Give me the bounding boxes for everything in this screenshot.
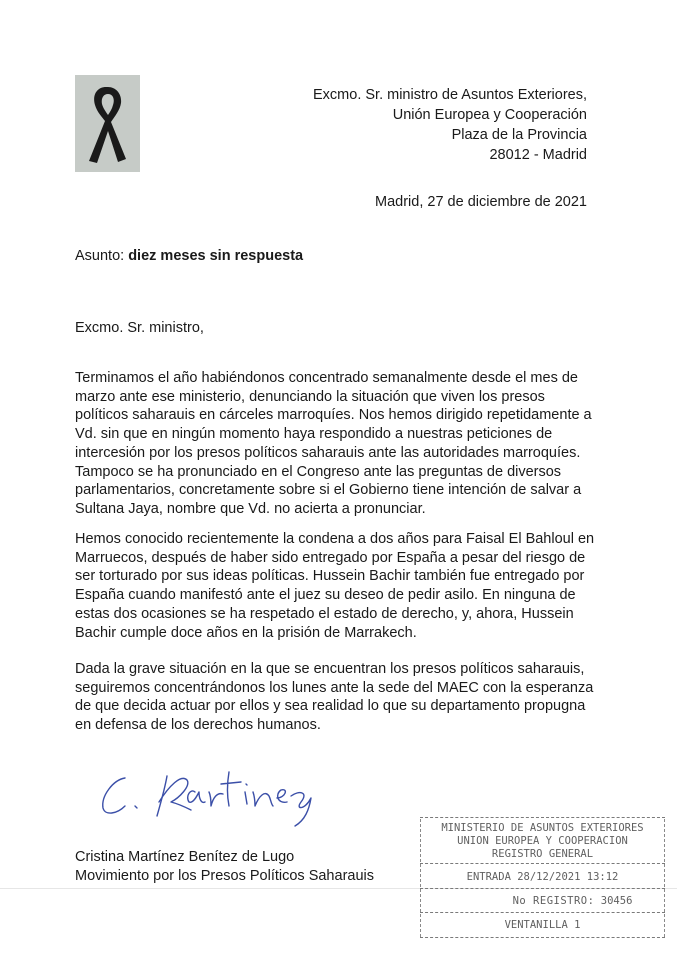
stamp-border bbox=[420, 937, 665, 938]
text-line: Dada la grave situación en la que se encuentran los presos políticos saharauis, bbox=[75, 661, 585, 677]
address-line: Excmo. Sr. ministro de Asuntos Exteriores, bbox=[313, 87, 587, 103]
text-line: seguiremos concentrándonos los lunes ante la sede del MAEC con la esperanza bbox=[75, 679, 594, 696]
stamp-registry bbox=[450, 895, 677, 907]
letter-date: Madrid, 27 de diciembre de 2021 bbox=[375, 194, 587, 210]
text-line: Vd. sin que en ningún momento haya respondido a nuestras peticiones de bbox=[75, 426, 553, 443]
paragraph-2 bbox=[75, 530, 595, 642]
text-line: Marruecos, después de haber sido entregado por España a pesar del riesgo de bbox=[75, 549, 586, 566]
subject-label: Asunto: bbox=[75, 248, 125, 264]
stamp-divider bbox=[420, 863, 665, 864]
stamp-registry-number: 30456 bbox=[600, 895, 633, 907]
subject-text: diez meses sin respuesta bbox=[128, 248, 304, 264]
stamp-ministry-line: UNION EUROPEA Y COOPERACION bbox=[457, 835, 628, 847]
stamp-ministry-line: REGISTRO GENERAL bbox=[491, 848, 594, 860]
address-line: 28012 - Madrid bbox=[489, 147, 587, 163]
text-line: Sultana Jaya, nombre que Vd. no acierta a pronunciar. bbox=[75, 500, 426, 517]
text-line: marzo ante ese ministerio, denunciando la situación que viven los presos bbox=[75, 388, 545, 405]
stamp-divider bbox=[420, 912, 665, 913]
stamp-registry-label: No REGISTRO: bbox=[512, 895, 595, 907]
stamp-divider bbox=[420, 888, 665, 889]
recipient-address bbox=[313, 85, 587, 165]
signer-name: Cristina Martínez Benítez de Lugo bbox=[75, 849, 295, 865]
text-line: políticos saharauis en cárceles marroquíes. Nos hemos dirigido repetidamente a bbox=[75, 407, 592, 424]
signer-organization: Movimiento por los Presos Políticos Saharauis bbox=[75, 868, 374, 884]
handwritten-signature bbox=[95, 758, 335, 833]
black-ribbon-icon bbox=[75, 75, 140, 172]
paragraph-1 bbox=[75, 369, 595, 519]
stamp-border bbox=[420, 817, 665, 818]
subject-line bbox=[75, 248, 303, 264]
text-line: ser torturado por sus ideas políticas. Hussein Bachir también fue entregado por bbox=[75, 568, 585, 585]
signature-icon bbox=[95, 758, 335, 828]
mourning-ribbon-image bbox=[75, 75, 140, 172]
text-line: España cuando manifestó ante el juez su deseo de pedir asilo. En ninguna de bbox=[75, 587, 576, 604]
registry-stamp bbox=[420, 813, 665, 941]
address-line: Unión Europea y Cooperación bbox=[392, 107, 587, 123]
text-line: Tampoco se ha pronunciado en el Congreso ante las preguntas de diversos bbox=[75, 463, 562, 480]
stamp-window: VENTANILLA 1 bbox=[504, 919, 581, 931]
stamp-entry: ENTRADA 28/12/2021 13:12 bbox=[466, 871, 619, 883]
signer-block bbox=[75, 848, 374, 886]
text-line: Hemos conocido recientemente la condena a dos años para Faisal El Bahloul en bbox=[75, 531, 595, 547]
text-line: parlamentarios, concretamente sobre si el Gobierno tiene intención de salvar a bbox=[75, 482, 582, 499]
text-line: en defensa de los derechos humanos. bbox=[75, 717, 321, 734]
text-line: intercesión por los presos políticos saharauis ante las autoridades marroquíes. bbox=[75, 444, 581, 461]
text-line: Terminamos el año habiéndonos concentrado semanalmente desde el mes de bbox=[75, 370, 578, 386]
greeting: Excmo. Sr. ministro, bbox=[75, 320, 204, 336]
stamp-ministry-line: MINISTERIO DE ASUNTOS EXTERIORES bbox=[441, 822, 644, 834]
paragraph-3 bbox=[75, 660, 595, 735]
text-line: Bachir cumple doce años en la prisión de Marrakech. bbox=[75, 624, 417, 641]
text-line: estas dos ocasiones se ha respetado el estado de derecho, y, ahora, Hussein bbox=[75, 605, 574, 622]
address-line: Plaza de la Provincia bbox=[451, 127, 587, 143]
text-line: de que decida actuar por ellos y sea realidad lo que su departamento propugna bbox=[75, 698, 586, 715]
